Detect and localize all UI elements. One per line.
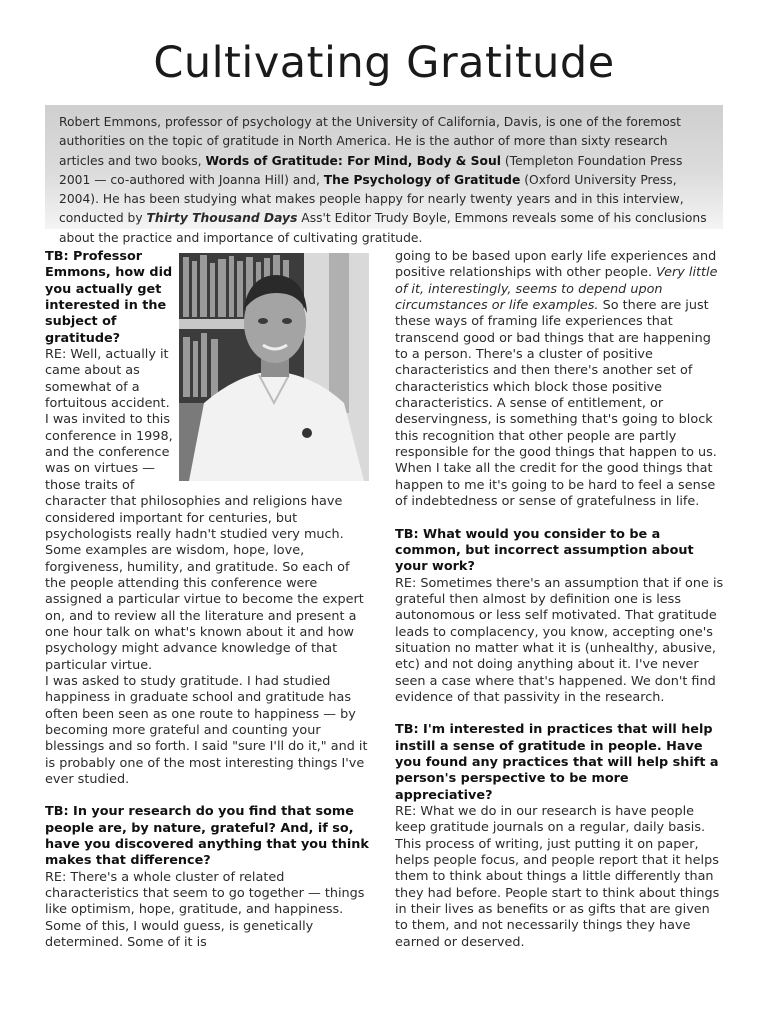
answer-3: RE: Sometimes there's an assumption that if one is grateful then almost by definition one is less autonomous or less self motivated. That gratitude leads to complacency, you know, accepting one's situation no matter what it is (unhealthy, abusive, etc) and not doing anything about it. I've never seen a case where that's happened. We don't find evidence of that passivity in the research. (395, 575, 724, 705)
left-column (45, 249, 369, 951)
answer-1-continued: I was asked to study gratitude. I had studied happiness in graduate school and gratitude has often been seen as one route to happiness — by becoming more grateful and counting your blessings and so forth. I said "sure I'll do it," and it is probably one of the most interesting things I've ever studied. (45, 673, 368, 787)
book-title-psychology-of-gratitude: The Psychology of Gratitude (323, 172, 521, 187)
intro-text: (Oxford University Press, 2004). He has been studying what makes people happy for nearly twenty years and in this interview, conducted by (59, 172, 684, 226)
answer-2: RE: There's a whole cluster of related characteristics that seem to go together — things like optimism, hope, gratitude, and happiness. Some of this, I would guess, is genetically determined. Some of it is (45, 869, 365, 951)
question-4: TB: I'm interested in practices that will help instill a sense of gratitude in people. Have you found any practices that will help shift a person's perspective to be more appreciative? (395, 722, 719, 803)
answer-4: RE: What we do in our research is have people keep gratitude journals on a regular, daily basis. This process of writing, just putting it on paper, helps people focus, and people report that it helps them to think about things a little differently than they had before. People start to think about things in their lives as benefits or as gifts that are given to them, and not necessarily things they have earned or deserved. (395, 804, 720, 950)
question-2: TB: In your research do you find that some people are, by nature, grateful? And, if so, have you discovered anything that you think makes that difference? (45, 804, 369, 869)
page-title: Cultivating Gratitude (153, 38, 615, 88)
book-title-words-of-gratitude: Words of Gratitude: For Mind, Body & Soul (205, 153, 501, 168)
intro-box (45, 105, 723, 245)
magazine-name: Thirty Thousand Days (146, 211, 298, 226)
answer-text: going to be based upon early life experiences and positive relationships with other people. (395, 249, 717, 281)
question-1: TB: Professor Emmons, how did you actually get interested in the subject of gratitude? (45, 249, 173, 346)
intro-text: Robert Emmons, professor of psychology at the University of California, Davis, is one of the foremost authorities on the topic of gratitude in North America. He is the author of more than sixty research articles and two books, (59, 115, 682, 168)
answer-1: RE: Well, actually it came about as somewhat of a fortuitous accident. I was invited to this conference in 1998, and the conference was on virtues — those traits of character that philosophies and religions have considered important for centuries, but psychologists really hadn't studied very much. Some examples are wisdom, hope, love, forgiveness, humility, and gratitude. So each of the people attending this conference were assigned a particular virtue to become the expert on, and to review all the literature and present a one hour talk on what's known about it and how psychology might advance knowledge of that particular virtue. (45, 347, 364, 673)
intro-text: (Templeton Foundation Press 2001 — co-authored with Joanna Hill) and, (59, 153, 683, 187)
intro-text: Ass't Editor Trudy Boyle, Emmons reveals some of his conclusions about the practice and importance of cultivating gratitude. (59, 211, 707, 245)
answer-2-continued (395, 249, 725, 511)
emphasis-text: Very little of it, interestingly, seems to depend upon circumstances or life examples. (395, 265, 718, 314)
author-photo (179, 253, 369, 481)
question-3: TB: What would you consider to be a common, but incorrect assumption about your work? (395, 526, 694, 575)
portrait-image (179, 253, 369, 481)
right-column (395, 249, 725, 951)
answer-text: So there are just these ways of framing life experiences that transcend good or bad things that are happening to a person. There's a cluster of positive characteristics and then there's another set of characteristics which block those positive characteristics. A sense of entitlement, or deservingness, is something that's going to block this recognition that other people are partly responsible for the good things that happen to us. When I take all the credit for the good things that happen to me it's going to be hard to feel a sense of indebtedness or sense of gratefulness in life. (395, 298, 717, 510)
